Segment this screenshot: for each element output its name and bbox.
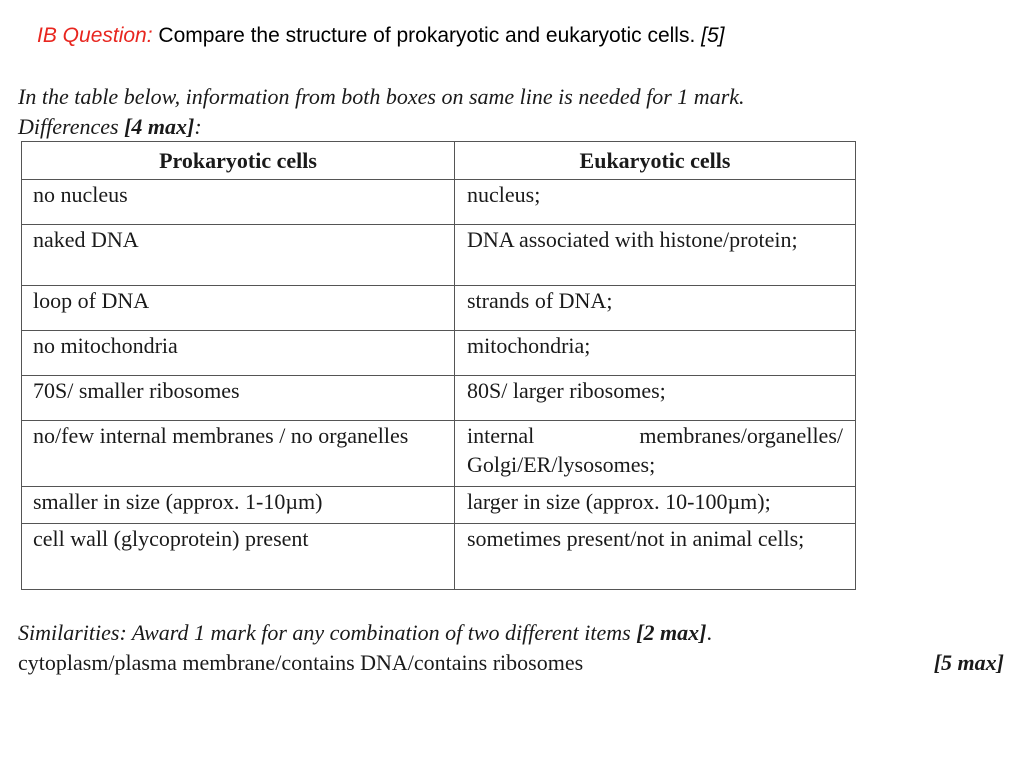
question-text: Compare the structure of prokaryotic and eukaryotic cells. [152, 24, 702, 47]
similarities-max: [2 max] [636, 620, 707, 645]
similarities-items: cytoplasm/plasma membrane/contains DNA/contains ribosomes [18, 650, 584, 675]
table-header-row [22, 142, 856, 180]
question-heading [37, 24, 725, 48]
eukaryotic-cell: larger in size (approx. 10-100µm); [455, 487, 856, 524]
similarities-period: . [706, 620, 712, 645]
prokaryotic-cell: cell wall (glycoprotein) present [22, 524, 455, 590]
table-row [22, 225, 856, 286]
differences-max: [4 max] [124, 114, 195, 139]
similarities-label: Similarities: Award 1 mark for any combination of two different items [18, 620, 637, 645]
table-row [22, 524, 856, 590]
eukaryotic-cell: strands of DNA; [455, 286, 856, 331]
table-row [22, 376, 856, 421]
prokaryotic-cell: 70S/ smaller ribosomes [22, 376, 455, 421]
table-row [22, 421, 856, 487]
comparison-table [21, 141, 856, 590]
prokaryotic-cell: no nucleus [22, 180, 455, 225]
table-row [22, 331, 856, 376]
table-row [22, 487, 856, 524]
header-eukaryotic: Eukaryotic cells [455, 142, 856, 180]
differences-label: Differences [18, 114, 125, 139]
prokaryotic-cell: no/few internal membranes / no organelles [22, 421, 455, 487]
prokaryotic-cell: no mitochondria [22, 331, 455, 376]
prokaryotic-cell: naked DNA [22, 225, 455, 286]
prokaryotic-cell: loop of DNA [22, 286, 455, 331]
header-prokaryotic: Prokaryotic cells [22, 142, 455, 180]
eukaryotic-cell: DNA associated with histone/protein; [455, 225, 856, 286]
differences-colon: : [194, 114, 202, 139]
total-marks: [5 max] [933, 650, 1004, 675]
eukaryotic-cell: nucleus; [455, 180, 856, 225]
eukaryotic-cell: internal membranes/organelles/ Golgi/ER/lysosomes; [455, 421, 856, 487]
table-row [22, 286, 856, 331]
prokaryotic-cell: smaller in size (approx. 1-10µm) [22, 487, 455, 524]
eukaryotic-cell: mitochondria; [455, 331, 856, 376]
eukaryotic-cell: 80S/ larger ribosomes; [455, 376, 856, 421]
table-row [22, 180, 856, 225]
table-instruction: In the table below, information from both boxes on same line is needed for 1 mark. [18, 84, 745, 109]
eukaryotic-cell: sometimes present/not in animal cells; [455, 524, 856, 590]
question-marks: [5] [701, 24, 725, 47]
question-label: IB Question: [37, 24, 153, 47]
differences-heading [18, 114, 202, 140]
similarities-heading [18, 620, 712, 646]
